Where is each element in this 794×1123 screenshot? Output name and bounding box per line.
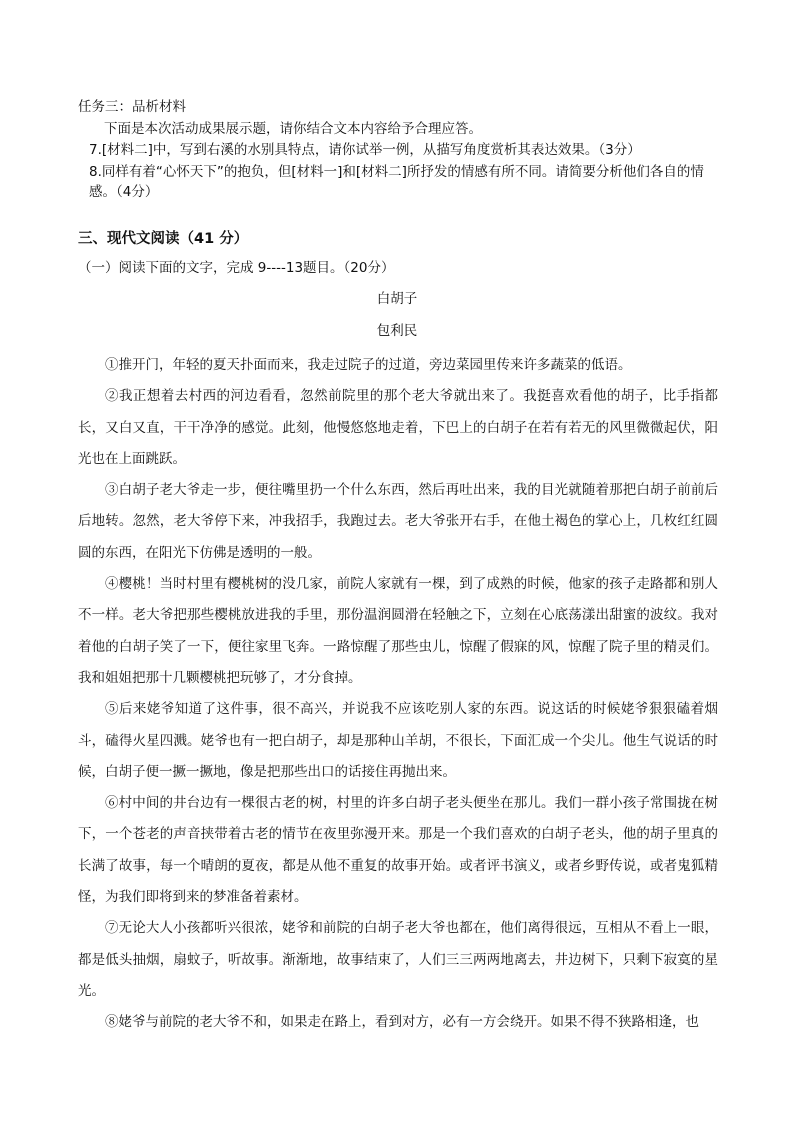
paragraph-8: ⑧姥爷与前院的老大爷不和，如果走在路上，看到对方，必有一方会绕开。如果不得不狭路相逢，也 <box>105 1014 699 1031</box>
task-title: 任务三：品析材料 <box>78 99 186 115</box>
paragraph-4: ④樱桃！当时村里有樱桃树的没几家，前院人家就有一棵，到了成熟的时候，他家的孩子走路都和别人不一样。老大爷把那些樱桃放进我的手里，那份温润圆滑在轻触之下，立刻在心底荡漾出甜蜜的波纹。我对着他的白胡子笑了一下，便往家里飞奔。一路惊醒了那些虫儿，惊醒了假寐的风，惊醒了院子里的精灵们。我和姐姐把那十几颗樱桃把玩够了，才分食掉。 <box>78 576 718 686</box>
paragraph-7: ⑦无论大人小孩都听兴很浓，姥爷和前院的白胡子老大爷也都在，他们离得很远，互相从不看上一眼，都是低头抽烟，扇蚊子，听故事。渐渐地，故事结束了，人们三三两两地离去，井边树下，只剩下寂寞的星光。 <box>78 920 718 999</box>
section-heading: 三、现代文阅读（41 分） <box>78 231 249 247</box>
paragraph-1: ①推开门，年轻的夏天扑面而来，我走过院子的过道，旁边菜园里传来许多蔬菜的低语。 <box>105 357 632 373</box>
task-intro: 下面是本次活动成果展示题，请你结合文本内容给予合理应答。 <box>104 121 482 137</box>
paragraph-3: ③白胡子老大爷走一步，便往嘴里扔一个什么东西，然后再吐出来，我的目光就随着那把白胡子前前后后地转。忽然，老大爷停下来，冲我招手，我跑过去。老大爷张开右手，在他土褐色的掌心上，几枚红红圆圆的东西，在阳光下仿佛是透明的一般。 <box>78 482 718 561</box>
question-8: 8.同样有着“心怀天下”的抱负，但[材料一]和[材料二]所抒发的情感有所不同。请简要分析他们各自的情感。（4分） <box>89 164 704 200</box>
paragraph-2: ②我正想着去村西的河边看看，忽然前院里的那个老大爷就出来了。我挺喜欢看他的胡子，比手指都长，又白又直，干干净净的感觉。此刻，他慢悠悠地走着，下巴上的白胡子在若有若无的风里微微起伏，阳光也在上面跳跃。 <box>78 388 718 467</box>
story-title: 白胡子 <box>376 291 418 307</box>
question-7: 7.[材料二]中，写到右溪的水别具特点，请你试举一例，从描写角度赏析其表达效果。（3分） <box>89 142 641 158</box>
paragraph-5: ⑤后来姥爷知道了这件事，很不高兴，并说我不应该吃别人家的东西。说这话的时候姥爷狠狠磕着烟斗，磕得火星四溅。姥爷也有一把白胡子，却是那种山羊胡，不很长，下面汇成一个尖儿。他生气说话的时候，白胡子便一撅一撅地，像是把那些出口的话接住再抛出来。 <box>78 701 718 780</box>
sub-heading: （一）阅读下面的文字，完成 9----13题目。（20分） <box>78 260 395 276</box>
story-body <box>78 350 718 1039</box>
paragraph-6: ⑥村中间的井台边有一棵很古老的树，村里的许多白胡子老头便坐在那儿。我们一群小孩子常围拢在树下，一个苍老的声音挟带着古老的情节在夜里弥漫开来。那是一个我们喜欢的白胡子老头，他的胡子里真的长满了故事，每一个晴朗的夏夜，都是从他不重复的故事开始。或者评书演义，或者乡野传说，或者鬼狐精怪，为我们即将到来的梦准备着素材。 <box>78 795 718 906</box>
story-author: 包利民 <box>376 323 418 339</box>
